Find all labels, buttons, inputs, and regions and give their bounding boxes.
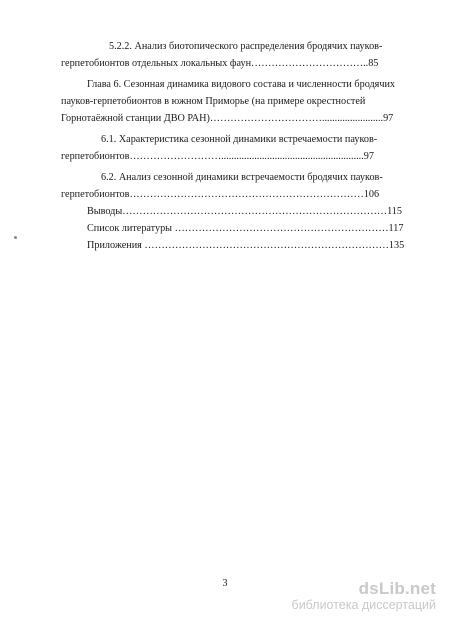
toc-entry-text: Список литературы ………………………………………………………117: [87, 223, 404, 234]
toc-entry-text: 5.2.2. Анализ биотопического распределения бродячих пауков-: [109, 41, 383, 52]
toc-entry-text: Глава 6. Сезонная динамика видового состава и численности бродячих: [87, 79, 396, 90]
watermark-tagline: библиотека диссертаций: [291, 598, 436, 612]
toc-entry-text: пауков-герпетобионтов в южном Приморье (на примере окрестностей: [61, 96, 366, 107]
toc-entry-text: 6.2. Анализ сезонной динамики встречаемости бродячих пауков-: [101, 172, 383, 183]
toc-entry-6-2: [61, 169, 417, 203]
toc-entry-text: Выводы……………………………………………………………………115: [87, 206, 402, 217]
toc-entry-5-2-2: [61, 38, 417, 72]
watermark-brand: dsLib.net: [358, 579, 436, 598]
toc-entry-references: [61, 220, 417, 237]
toc-entry-appendices: [61, 237, 417, 254]
toc-entry-conclusions: [61, 203, 417, 220]
scan-speck: [14, 236, 17, 239]
toc-entry-text: герпетобионтов………………………........................................................97: [61, 151, 374, 162]
toc-entry-text: 6.1. Характеристика сезонной динамики встречаемости пауков-: [101, 134, 378, 145]
table-of-contents: [61, 38, 417, 254]
toc-entry-text: герпетобионтов отдельных локальных фаун……………………………..85: [61, 58, 379, 69]
toc-entry-text: Приложения ………………………………………………………………135: [87, 240, 405, 251]
page-number: 3: [222, 578, 228, 589]
toc-entry-text: Горнотаёжной станции ДВО РАН)……………………………........................97: [61, 113, 394, 124]
toc-entry-6-1: [61, 131, 417, 165]
dslib-watermark-logo: [292, 580, 436, 613]
toc-entry-text: герпетобионтов……………………………………………………………106: [61, 189, 380, 200]
toc-entry-chapter-6: [61, 76, 417, 127]
